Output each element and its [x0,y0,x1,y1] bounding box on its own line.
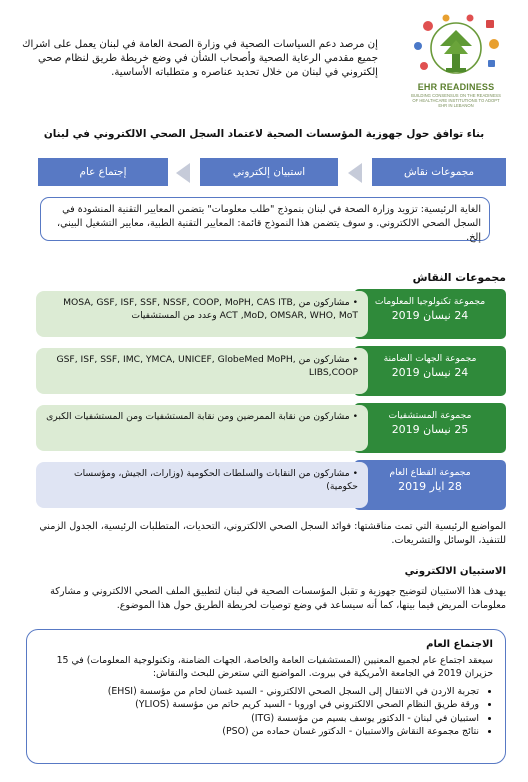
participants-text: مشاركون من GSF, ISF, SSF, IMC, YMCA, UNICEF, GlobeMed MoPH, LIBS,COOP [56,354,358,378]
group-hospitals-card [354,403,506,453]
group-name: مجموعة الجهات الضامنة [383,353,477,364]
step-online-survey: استبيان إلكتروني [200,158,338,186]
participants-text: مشاركون من النقابات والسلطات الحكومية (وزارات، الجيش، ومؤسسات حكومية) [73,468,358,492]
bullet-icon: • [349,468,358,479]
group-public-sector-participants [36,462,368,508]
survey-title: الاستبيان الالكتروني [404,566,506,577]
discussion-groups-title: مجموعات النقاش [412,271,506,284]
participants-text: مشاركون من نقابة الممرضين ومن نقابة المستشفيات ومن المستشفيات الكبرى [46,411,350,422]
group-insurers-participants [36,348,368,394]
group-it-participants [36,291,368,337]
arrow-icon [176,163,190,183]
intro-paragraph: إن مرصد دعم السياسات الصحية في وزارة الصحة العامة في لبنان يعمل على اشراك جميع مقدمي الرعاية الصحية وأصحاب الشأن في وضع خريطة طريق لنظام صحي إلكتروني في لبنان من خلال تحديد عناصره و متطلباته الأساسية. [22,39,378,78]
topics-paragraph: المواضيع الرئيسية التي تمت مناقشتها: فوائد السجل الصحي الالكتروني، التحديات، المتطلبات الرئيسية، الجدول الزمني للتنفيذ، الوسائل والتشريعات. [39,521,506,546]
bullet-icon: • [349,411,358,422]
tree-icon [406,12,506,82]
step-general-meeting: إجتماع عام [38,158,168,186]
list-item: • ورقة طريق النظام الصحي الالكتروني في اوروبا - السيد كريم حاتم من مؤسسة (YLIOS) [39,698,479,712]
general-meeting-box [26,629,506,764]
group-public-sector-card [354,460,506,510]
list-item: • نتائج مجموعة النقاش والاستبيان - الدكتور غسان حماده من (PSO) [39,725,479,739]
step-discussion-groups: مجموعات نقاش [372,158,506,186]
group-insurers-card [354,346,506,396]
meeting-text: سيعقد اجتماع عام لجميع المعنيين (المستشفيات العامة والخاصة، الجهات الضامنة، وتكنولوجية المعلومات) في 15 حزيران 2019 في الجامعة الأمريكية في بيروت. المواضيع التي ستعرض للبحث والنقاش: [56,654,493,679]
participants-text: مشاركون من MOSA, GSF, ISF, SSF, NSSF, COOP, MoPH, CAS ITB, ACT ,MoD, OMSAR, WHO, MoT وعدد من المستشفيات [63,297,358,321]
group-hospitals-participants [36,405,368,451]
ehr-readiness-logo [406,12,506,110]
group-date: 25 نيسان 2019 [391,423,469,436]
arrow-icon [348,163,362,183]
bullet-icon: • [349,297,358,308]
list-item: • استبيان في لبنان - الدكتور يوسف بسيم من مؤسسة (ITG) [39,712,479,726]
bullet-icon: • [349,354,358,365]
meeting-topics-list [39,685,493,739]
group-date: 28 ايار 2019 [398,480,462,493]
group-name: مجموعة المستشفيات [388,410,472,421]
group-date: 24 نيسان 2019 [391,309,469,322]
group-name: مجموعة تكنولوجيا المعلومات [374,296,486,307]
main-goal-box: الغاية الرئيسية: تزويد وزارة الصحة في لبنان بنموذج "طلب معلومات" يتضمن المعايير التقنية المنشودة في السجل الصحي الالكتروني. و سوف يتضمن هذا النموذج قائمة: المعايير التقنية الطبية، معايير التشغيل البيني، إلخ. [40,197,490,241]
group-name: مجموعة القطاع العام [389,467,471,478]
group-date: 24 نيسان 2019 [391,366,469,379]
survey-paragraph: يهدف هذا الاستبيان لتوضيح جهوزية و تقبل المؤسسات الصحية في لبنان لتطبيق الملف الصحي الالكتروني و مشاركة معلومات المريض فيما بينها، كما أنه سيساعد في وضع توصيات لخريطة الطريق حول هذا الموضوع. [50,586,506,611]
page-heading: بناء توافق حول جهوزية المؤسسات الصحية لاعتماد السجل الصحي الالكتروني في لبنان [43,128,485,140]
logo-title: EHR READINESS [417,82,495,92]
list-item: • تجربة الاردن في الانتقال إلى السجل الصحي الالكتروني - السيد غسان لحام من مؤسسة (EHSI) [39,685,479,699]
logo-subtitle: BUILDING CONSENSUS ON THE READINESS OF HEALTHCARE INSTITUTIONS TO ADOPT EHR IN LEBANON [411,93,501,108]
group-it-card [354,289,506,339]
meeting-title: الاجتماع العام [426,639,493,650]
